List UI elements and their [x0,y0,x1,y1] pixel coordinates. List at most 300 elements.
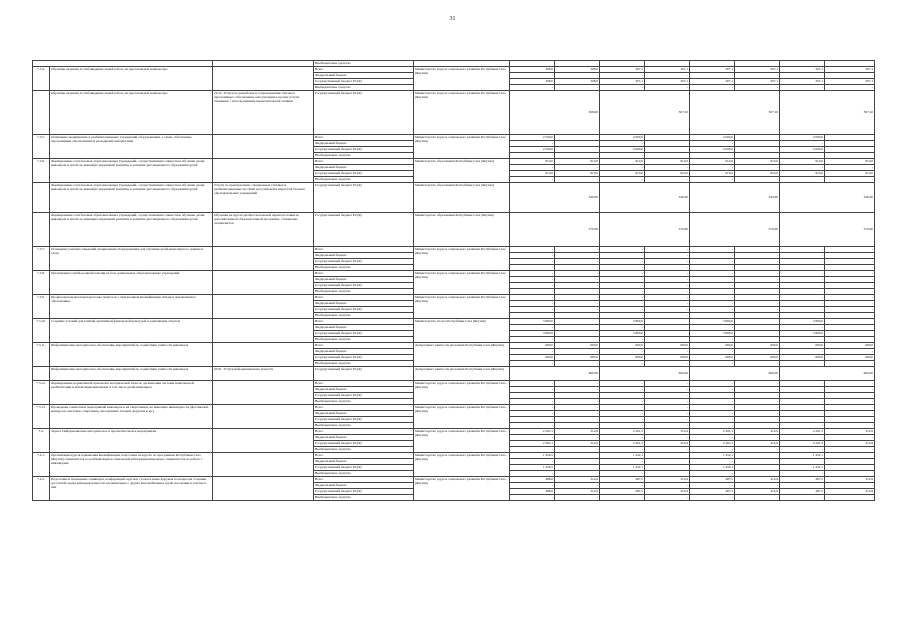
table-cell: Всего [314,429,414,435]
amount-cell: - [600,417,645,423]
amount-cell: - [600,177,645,183]
amount-cell: - [690,283,735,289]
amount-cell: 307,1 [600,67,645,73]
amount-cell: - [690,177,735,183]
amount-cell: - [645,289,690,295]
table-cell: Министерство труда и социального развития Республики Саха (Якутия) [414,381,510,405]
table-cell: Департамент занятости населения Республики Саха (Якутия) [414,367,510,381]
amount-cell: - [735,417,780,423]
amount-cell: 600,0 [600,343,645,349]
amount-cell: - [645,495,690,501]
amount-cell: 1 452,1 [600,465,645,471]
table-cell: Внебюджетные средства [314,447,414,453]
amount-cell: - [600,471,645,477]
amount-cell: - [735,411,780,417]
table-cell: Всего [314,247,414,253]
amount-cell: - [780,253,825,259]
amount-cell: 1 452,1 [780,465,825,471]
amount-cell: - [780,307,825,313]
table-row [33,91,875,135]
amount-cell: 570,00 [690,213,780,247]
amount-cell: - [510,325,555,331]
table-cell: Федеральный бюджет [314,141,414,147]
amount-cell: - [825,495,875,501]
table-cell: Федеральный бюджет [314,435,414,441]
table-cell: Государственный бюджет РС(Я) [314,465,414,471]
amount-cell: - [690,393,735,399]
amount-cell: 3 800,0 [690,319,735,325]
amount-cell: 314,9 [735,429,780,435]
table-cell: Министерство труда и социального развития Республики Саха (Якутия) [414,91,510,135]
amount-cell: 488,6 [510,489,555,495]
amount-cell: - [600,259,645,265]
amount-cell: 308,0 [510,79,555,85]
amount-cell: - [780,399,825,405]
amount-cell: 487,5 [600,477,645,483]
amount-cell: - [555,447,600,453]
amount-cell: - [825,399,875,405]
amount-cell: - [645,301,690,307]
table-cell: Внебюджетные средства [314,153,414,159]
table-cell [213,381,314,405]
amount-cell: - [690,141,735,147]
amount-cell: - [735,73,780,79]
amount-cell: - [690,471,735,477]
amount-cell: - [690,295,735,301]
amount-cell: 487,5 [690,489,735,495]
amount-cell: 314,9 [735,441,780,447]
table-cell: Всего [314,159,414,165]
table-cell: Государственный бюджет РС(Я) [314,441,414,447]
amount-cell: 2 261,3 [690,441,735,447]
item-code-cell: 7.3.5. [33,135,50,159]
table-cell [213,247,314,271]
amount-cell: 1 456,5 [510,453,555,459]
amount-cell: - [780,325,825,331]
amount-cell: 600,0 [780,355,825,361]
amount-cell: - [555,361,600,367]
table-cell: Всего [314,271,414,277]
amount-cell: - [600,325,645,331]
amount-cell: - [735,271,780,277]
amount-cell: - [690,265,735,271]
table-cell: Внебюджетные средства [314,289,414,295]
amount-cell: - [600,247,645,253]
amount-cell: 600,0 [690,343,735,349]
amount-cell: - [510,435,555,441]
amount-cell: - [690,459,735,465]
amount-cell: - [735,165,780,171]
amount-cell: - [780,313,825,319]
amount-cell: - [645,361,690,367]
amount-cell: - [600,387,645,393]
amount-cell: 910,0 [645,171,690,177]
amount-cell: - [645,295,690,301]
table-cell: Всего [314,453,414,459]
amount-cell: - [555,301,600,307]
item-code-cell [33,91,50,135]
amount-cell: 307,10 [690,91,780,135]
amount-cell: - [825,259,875,265]
amount-cell: - [780,165,825,171]
table-cell: Департамент занятости населения Республики Саха (Якутия) [414,343,510,367]
amount-cell: 600,0 [555,343,600,349]
table-cell: Федеральный бюджет [314,387,414,393]
amount-cell: 910,0 [510,171,555,177]
amount-cell: 910,0 [600,159,645,165]
amount-cell: - [510,253,555,259]
table-cell: Внебюджетные средства [314,471,414,477]
table-cell: Министерство труда и социального развития Республики Саха (Якутия) [414,429,510,453]
item-code-cell [33,183,50,213]
amount-cell: 314,9 [645,441,690,447]
amount-cell: - [645,283,690,289]
amount-cell: - [825,387,875,393]
amount-cell: - [735,265,780,271]
amount-cell: - [645,165,690,171]
table-cell: Обучение незрячих и слабовидящих людей работе на персональном компьютере [50,67,213,91]
table-cell [213,319,314,343]
amount-cell: - [600,483,645,489]
amount-cell: - [690,381,735,387]
amount-cell: - [825,253,875,259]
amount-cell: - [735,495,780,501]
amount-cell: - [645,411,690,417]
amount-cell: - [600,301,645,307]
amount-cell: 910,0 [735,159,780,165]
amount-cell: 600,0 [645,355,690,361]
amount-cell: - [645,483,690,489]
table-cell: Всего [314,343,414,349]
amount-cell: - [780,153,825,159]
amount-cell: 600,0 [690,355,735,361]
amount-cell: 600,0 [600,355,645,361]
amount-cell: - [735,253,780,259]
amount-cell: 307,1 [780,67,825,73]
amount-cell: - [510,495,555,501]
amount-cell: - [690,85,735,91]
amount-cell: 570,00 [780,213,875,247]
amount-cell: 3 800,0 [690,331,735,337]
table-cell [213,67,314,91]
amount-cell: - [510,393,555,399]
amount-cell: - [780,393,825,399]
table-cell: Всего [314,135,414,141]
table-cell: Внебюджетные средства [314,423,414,429]
budget-table-body [33,61,875,501]
amount-cell: 314,9 [735,489,780,495]
table-cell [213,271,314,295]
amount-cell: - [735,259,780,265]
amount-cell: - [510,247,555,253]
amount-cell: 2 265,1 [510,441,555,447]
amount-cell: 2 261,3 [600,429,645,435]
amount-cell: - [735,349,780,355]
amount-cell: - [510,417,555,423]
table-cell: Внебюджетные средства [314,61,414,67]
amount-cell: 307,1 [735,67,780,73]
amount-cell: - [555,283,600,289]
item-code-cell: 7.3.12. [33,381,50,405]
amount-cell: - [780,283,825,289]
amount-cell: 487,5 [780,477,825,483]
amount-cell: - [690,495,735,501]
amount-cell: - [510,381,555,387]
amount-cell: 2 261,3 [600,441,645,447]
table-cell [213,477,314,501]
amount-cell: - [510,459,555,465]
table-cell [213,159,314,183]
amount-cell: - [600,295,645,301]
item-code-cell: 7.3.4. [33,67,50,91]
amount-cell: - [825,295,875,301]
amount-cell: - [690,387,735,393]
amount-cell: - [690,483,735,489]
amount-cell: 314,9 [645,477,690,483]
amount-cell: - [645,307,690,313]
amount-cell: - [825,423,875,429]
amount-cell: 314,9 [825,441,875,447]
table-cell: Внебюджетные средства [314,265,414,271]
amount-cell: 307,1 [600,79,645,85]
amount-cell: - [825,283,875,289]
table-cell: Государственный бюджет РС(Я) [314,307,414,313]
amount-cell: 910,0 [825,159,875,165]
table-cell: Государственный бюджет РС(Я) [314,355,414,361]
table-cell: Министерство труда и социального развития Республики Саха (Якутия) [414,477,510,501]
amount-cell: - [600,73,645,79]
amount-cell: 2 261,3 [780,441,825,447]
amount-cell: 1 452,1 [600,453,645,459]
amount-cell: - [690,301,735,307]
amount-cell: 307,1 [825,67,875,73]
amount-cell: - [690,73,735,79]
item-code-cell: 7.3.7. [33,247,50,271]
amount-cell: - [825,313,875,319]
amount-cell: - [600,423,645,429]
amount-cell: - [690,423,735,429]
amount-cell: - [555,253,600,259]
amount-cell: - [510,361,555,367]
amount-cell: - [780,471,825,477]
amount-cell: - [600,459,645,465]
amount-cell: - [645,393,690,399]
amount-cell: - [825,435,875,441]
table-cell: Обучение на курсах профессиональной переподготовки по дополнительной образовательной программе, стажировка специалистов [213,213,314,247]
amount-cell: 307,1 [780,79,825,85]
table-row [33,183,875,213]
amount-cell: 600,0 [735,355,780,361]
amount-cell: 340,00 [690,183,780,213]
amount-cell: - [600,361,645,367]
amount-cell: - [510,277,555,283]
amount-cell: - [825,483,875,489]
amount-cell: 3 800,0 [600,331,645,337]
amount-cell: 2 000,0 [600,147,645,153]
table-cell: Формирование сети базовых образовательных учреждений, осуществляющих совместное обучение детей-инвалидов и детей, не имеющих нарушений развития, в развитие дистанционного образования детей [50,183,213,213]
amount-cell: - [555,247,600,253]
amount-cell: - [825,277,875,283]
amount-cell: - [555,85,600,91]
amount-cell: - [555,277,600,283]
amount-cell: 600,0 [780,343,825,349]
amount-cell: - [780,483,825,489]
amount-cell: - [690,411,735,417]
table-cell: Министерство образования Республики Саха (Якутия) [414,183,510,213]
amount-cell: - [600,253,645,259]
amount-cell: - [735,361,780,367]
amount-cell: 1 456,5 [510,465,555,471]
table-cell: Всего [314,319,414,325]
amount-cell: - [825,361,875,367]
amount-cell: 307,1 [645,67,690,73]
item-code-cell: 7.4.2. [33,477,50,501]
amount-cell: - [510,399,555,405]
amount-cell: - [735,295,780,301]
amount-cell: - [780,277,825,283]
amount-cell: - [735,405,780,411]
table-cell: Государственный бюджет РС(Я) [314,183,414,213]
table-cell: Федеральный бюджет [314,253,414,259]
amount-cell: - [510,301,555,307]
amount-cell: - [780,301,825,307]
table-cell: Федеральный бюджет [314,301,414,307]
amount-cell: - [555,313,600,319]
table-cell: Государственный бюджет РС(Я) [314,259,414,265]
amount-cell: - [645,85,690,91]
amount-cell: - [645,435,690,441]
amount-cell: - [600,85,645,91]
amount-cell: - [690,253,735,259]
amount-cell: - [600,283,645,289]
amount-cell: 910,0 [735,171,780,177]
amount-cell: - [645,177,690,183]
table-cell: Государственный бюджет РС(Я) [314,331,414,337]
item-code-cell: 7.4.1. [33,453,50,477]
table-cell: Министерство труда и социального развития Республики Саха (Якутия) [414,271,510,295]
amount-cell: - [735,399,780,405]
amount-cell: - [825,405,875,411]
amount-cell: 307,1 [825,79,875,85]
amount-cell: - [780,417,825,423]
amount-cell: - [780,289,825,295]
amount-cell: - [645,447,690,453]
amount-cell: - [825,271,875,277]
table-cell [213,405,314,429]
amount-cell: - [555,495,600,501]
amount-cell: - [600,277,645,283]
amount-cell: - [690,447,735,453]
table-cell: 63.91. Услуги информационных агентств [213,367,314,381]
table-cell: Федеральный бюджет [314,349,414,355]
amount-cell: - [780,73,825,79]
amount-cell: 314,9 [555,441,600,447]
table-cell: Формирование нормативной правовой и методической базы по организации системы комплексной реабилитации и абилитации инвалидов, в том числе детей-инвалидов [50,381,213,405]
amount-cell: - [555,405,600,411]
table-cell: Министерство образования Республики Саха (Якутия) [414,159,510,183]
amount-cell: - [690,259,735,265]
amount-cell: 308,0 [510,67,555,73]
table-cell: Внебюджетные средства [314,313,414,319]
table-cell: Оснащение медицинских и реабилитационных учреждений оборудованием, а также обеспечение программным обеспечением и расходными материалами [50,135,213,159]
amount-cell: 2 000,0 [600,135,645,141]
amount-cell: 600,0 [645,343,690,349]
amount-cell: - [825,73,875,79]
item-code-cell: 7.3.9. [33,295,50,319]
amount-cell: - [510,165,555,171]
table-cell: Государственный бюджет РС(Я) [314,213,414,247]
table-cell: Информационно-методическое обеспечение мероприятий по содействию занятости инвалидов [50,343,213,367]
amount-cell: - [600,447,645,453]
amount-cell: 3 800,0 [600,319,645,325]
item-code-cell: 7.3.6. [33,159,50,183]
table-cell: Федеральный бюджет [314,325,414,331]
amount-cell: - [555,259,600,265]
amount-cell: - [600,165,645,171]
amount-cell: - [645,271,690,277]
amount-cell: - [645,381,690,387]
amount-cell: - [780,411,825,417]
amount-cell: 307,1 [690,67,735,73]
amount-cell: 314,9 [645,489,690,495]
amount-cell: - [690,435,735,441]
table-cell: Проведение совместных мероприятий инвалидов и их сверстников, не имеющих инвалидности (фестивалей, конкурсов, выставок, спартакиад, молодежных лагерей, форумов и др.) [50,405,213,429]
item-code-cell: 7.3.8. [33,271,50,295]
amount-cell: - [690,153,735,159]
amount-cell: - [825,265,875,271]
table-cell: Профессиональная переподготовка педагогов с присвоением квалификации «Педагог инклюзивного образования» [50,295,213,319]
amount-cell: - [735,283,780,289]
table-cell: Государственный бюджет РС(Я) [314,171,414,177]
table-cell: Министерство образования Республики Саха (Якутия) [414,213,510,247]
amount-cell: - [510,141,555,147]
amount-cell: 910,0 [780,171,825,177]
amount-cell: - [555,271,600,277]
amount-cell: - [780,423,825,429]
table-cell [213,429,314,453]
amount-cell: - [510,423,555,429]
amount-cell: - [555,387,600,393]
table-cell: Задача: Информационно-методическое и просветительское мероприятия [50,429,213,453]
budget-table [32,60,875,501]
amount-cell: 308,0 [555,79,600,85]
amount-cell: - [780,265,825,271]
table-cell: Формирование сети базовых образовательных учреждений, осуществляющих совместное обучение детей-инвалидов и детей, не имеющих нарушений развития, в развитие дистанционного образования детей [50,213,213,247]
table-cell: Внебюджетные средства [314,85,414,91]
table-cell: Организация курсов повышения квалификации, подготовка на курсах по программам Республики Саха (Якутия) специалистов по реабилитации и социальной интеграции инвалидов, специалистов по работе с инвалидами [50,453,213,477]
amount-cell: 314,9 [645,429,690,435]
amount-cell: - [825,165,875,171]
amount-cell: - [510,177,555,183]
amount-cell: 488,6 [510,477,555,483]
item-code-cell: 7.3.11. [33,343,50,367]
amount-cell: - [510,405,555,411]
amount-cell: - [555,165,600,171]
amount-cell: 307,10 [780,91,875,135]
amount-cell: 307,1 [735,79,780,85]
table-cell: Государственный бюджет РС(Я) [314,417,414,423]
amount-cell: - [690,337,735,343]
amount-cell: - [510,411,555,417]
amount-cell: - [600,411,645,417]
amount-cell: - [690,361,735,367]
amount-cell: - [735,313,780,319]
amount-cell: - [780,295,825,301]
amount-cell: - [600,271,645,277]
table-cell [213,295,314,319]
amount-cell: - [735,483,780,489]
amount-cell: - [645,73,690,79]
